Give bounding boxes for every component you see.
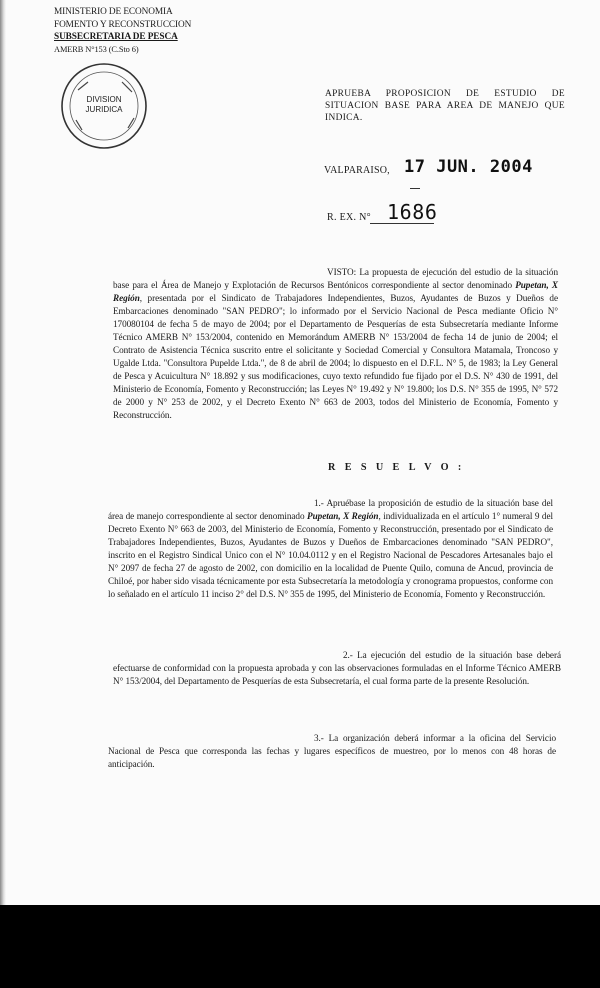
scan-edge-shadow [0,0,6,905]
resolution-item-2: 2.- La ejecución del estudio de la situación base deberá efectuarse de conformidad con la propuesta aprobada y con las observaciones formuladas en el Informe Técnico AMERB N° 153/2004, del Departamento de Pesquerías de esta Subsecretaría, el cual forma parte de la presente Resolución. [113,650,561,686]
division-juridica-seal [58,60,150,152]
date-stamp: 17 JUN. 2004 [404,157,533,177]
resolution-item-1: 1.- Apruébase la proposición de estudio de la situación base del área de manejo correspondiente al sector denominado Pupetan, X Región, individualizada en el artículo 1° numeral 9 del Decreto Exento N° 663 de 2003, del Ministerio de Economía, Fomento y Reconstrucción, presentado por el Sindicato de Trabajadores Independientes, Buzos, Ayudantes de Buzos y Dueños de Embarcaciones denominado "SAN PEDRO", inscrito en el Registro Sindical Unico con el N° 10.04.0112 y en el Registro Nacional de Pescadores Artesanales bajo el N° 2097 de fecha 27 de agosto de 2002, con domicilio en la localidad de Puente Quilo, comuna de Ancud, provincia de Chiloé, por haber sido visada técnicamente por esta Subsecretaría la metodología y cronograma propuestos, conforme con lo señalado en el artículo 11 inciso 2° del D.S. N° 355 de 1995, del Ministerio de Economía, Fomento y Reconstrucción. [108,498,554,599]
resolution-subject: APRUEBA PROPOSICION DE ESTUDIO DE SITUACION BASE PARA AREA DE MANEJO QUE INDICA. [325,89,565,124]
subsecretaria-name: SUBSECRETARIA DE PESCA [54,32,178,43]
scan-bottom-border [0,905,600,988]
letterhead [54,6,234,56]
resolution-number-stamp: 1686 [387,200,438,224]
svg-text:JURIDICA: JURIDICA [85,105,123,114]
sector-name: Pupetan, X Región [113,280,559,303]
resuelvo-heading: R E S U E L V O : [328,462,465,473]
ministry-name-cont: FOMENTO Y RECONSTRUCCION [54,19,192,30]
resolution-number-label: R. EX. N° [327,212,371,223]
place-label: VALPARAISO, [324,165,390,176]
separator-dash [410,188,420,189]
sector-name: Pupetan, X Región [307,511,379,521]
resolution-item-3: 3.- La organización deberá informar a la oficina del Servicio Nacional de Pesca que corresponda las fechas y lugares específicos de muestreo, por lo menos con 48 horas de anticipación. [108,733,556,769]
ministry-name: MINISTERIO DE ECONOMIA [54,7,173,17]
seal-label: DIVISION [86,95,122,104]
visto-paragraph: VISTO: La propuesta de ejecución del estudio de la situación base para el Área de Manejo y Explotación de Recursos Bentónicos correspondiente al sector denominado Pupetan, X Región, presentada por el Sindicato de Trabajadores Independientes, Buzos, Ayudantes de Buzos y Dueños de Embarcaciones denominado "SAN PEDRO"; lo informado por el Servicio Nacional de Pesca mediante Oficio N° 170080104 de fecha 5 de mayo de 2004; por el Departamento de Pesquerías de esta Subsecretaría mediante Informe Técnico AMERB N° 153/2004, contenido en Memorándum AMERB N° 153/2004 de fecha 14 de junio de 2004; el Contrato de Asistencia Técnica suscrito entre el solicitante y Sociedad Comercial y Consultora Matamala, Troncoso y Ugalde Ltda. "Consultora Pupelde Ltda.", de 8 de abril de 2004; lo dispuesto en el D.F.L. N° 5, de 1983; la Ley General de Pesca y Acuicultura N° 18.892 y sus modificaciones, cuyo texto refundido fue fijado por el D.S. N° 430 de 1991, del Ministerio de Economía, Fomento y Reconstrucción; las Leyes N° 19.492 y N° 19.800; los D.S. N° 355 de 1995, N° 572 de 2000 y N° 253 de 2002, y el Decreto Exento N° 663 de 2003, todos del Ministerio de Economía, Fomento y Reconstrucción. [113,267,559,420]
amerb-reference: AMERB N°153 (C.Sto 6) [54,44,139,54]
